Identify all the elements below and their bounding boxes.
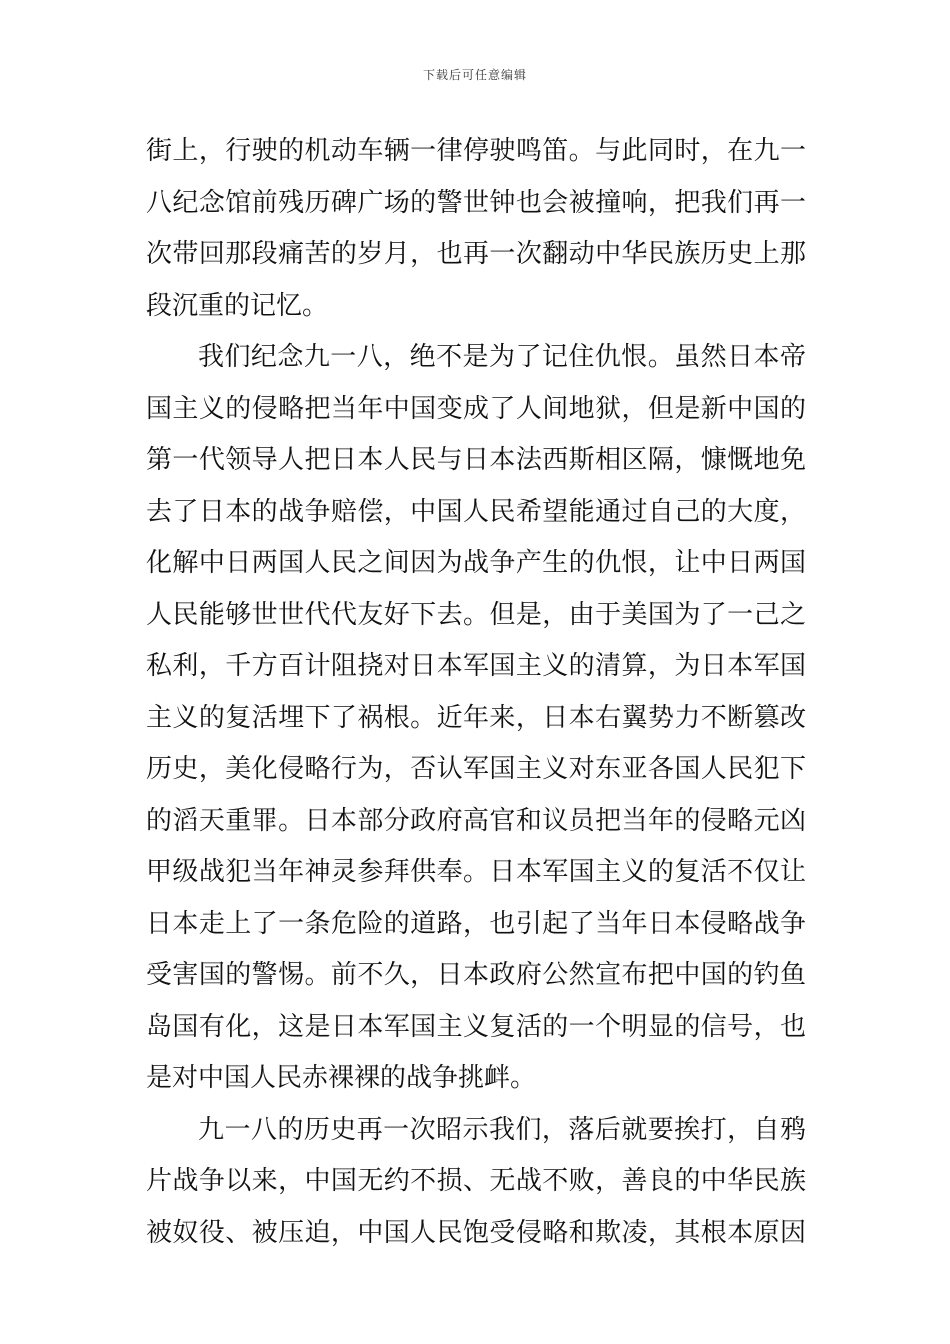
text-line: 国主义的侵略把当年中国变成了人间地狱，但是新中国的 [146,393,806,424]
text-line: 街上，行驶的机动车辆一律停驶鸣笛。与此同时，在九一 [146,136,806,166]
text-line: 第一代领导人把日本人民与日本法西斯相区隔，慷慨地免 [146,445,806,475]
text-line: 岛国有化，这是日本军国主义复活的一个明显的信号，也 [146,1011,806,1042]
paragraph-first-line: 九一八的历史再一次昭示我们，落后就要挨打，自鸦 [198,1114,806,1145]
text-line: 是对中国人民赤裸裸的战争挑衅。 [146,1063,537,1093]
text-line: 段沉重的记忆。 [146,290,329,321]
text-line: 片战争以来，中国无约不损、无战不败，善良的中华民族 [146,1166,806,1196]
text-line: 历史，美化侵略行为，否认军国主义对东亚各国人民犯下 [146,754,806,784]
text-line: 日本走上了一条危险的道路，也引起了当年日本侵略战争 [146,908,806,939]
text-line: 的滔天重罪。日本部分政府高官和议员把当年的侵略元凶 [146,805,806,836]
text-line: 被奴役、被压迫，中国人民饱受侵略和欺凌，其根本原因 [146,1217,806,1248]
document-body [146,126,806,1259]
text-line: 去了日本的战争赔偿，中国人民希望能通过自己的大度， [146,496,806,527]
text-line: 受害国的警惕。前不久，日本政府公然宣布把中国的钓鱼 [146,960,806,990]
text-line: 八纪念馆前残历碑广场的警世钟也会被撞响，把我们再一 [146,187,806,218]
text-line: 私利，千方百计阻挠对日本军国主义的清算，为日本军国 [146,651,806,681]
text-line: 甲级战犯当年神灵参拜供奉。日本军国主义的复活不仅让 [146,857,806,887]
paragraph-first-line: 我们纪念九一八，绝不是为了记住仇恨。虽然日本帝 [198,342,806,372]
text-line: 化解中日两国人民之间因为战争产生的仇恨，让中日两国 [146,548,806,578]
text-line: 人民能够世世代代友好下去。但是，由于美国为了一己之 [146,599,806,630]
text-line: 次带回那段痛苦的岁月，也再一次翻动中华民族历史上那 [146,239,806,269]
text-line: 主义的复活埋下了祸根。近年来，日本右翼势力不断篡改 [146,702,806,733]
page-header: 下载后可任意编辑 [422,68,527,82]
